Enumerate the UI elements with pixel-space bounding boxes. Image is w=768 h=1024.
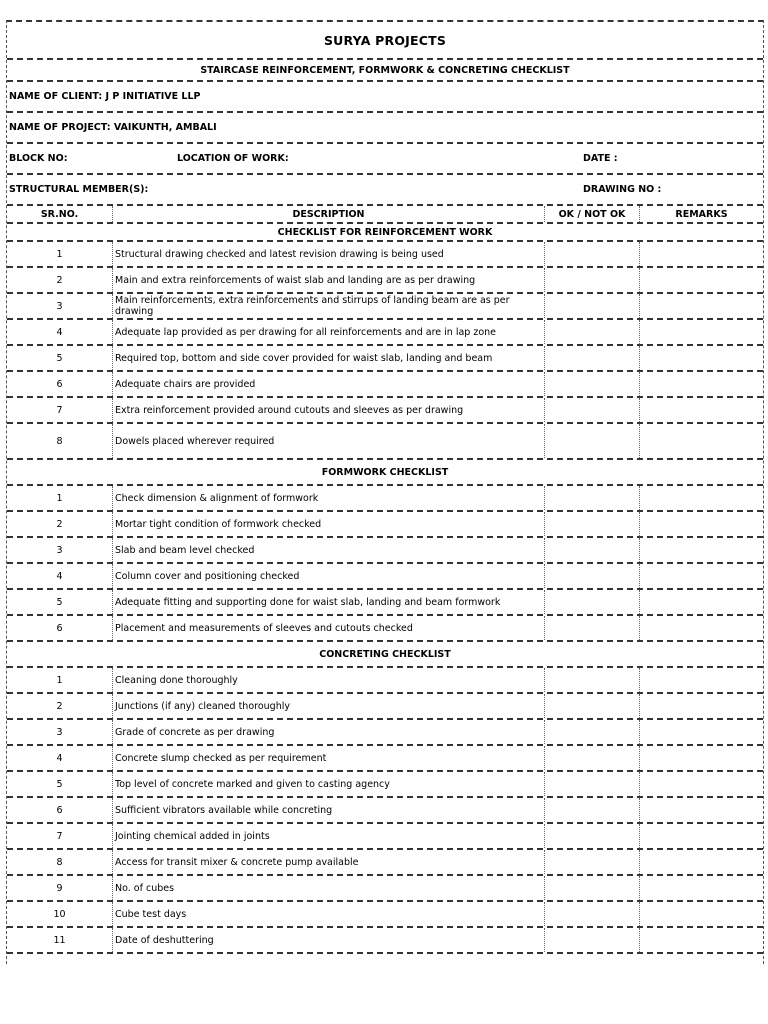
block-no-label: BLOCK NO: <box>9 153 68 164</box>
item-description: Junctions (if any) cleaned thoroughly <box>113 694 545 718</box>
checklist-row <box>7 746 763 772</box>
ok-not-ok-cell[interactable] <box>545 616 640 640</box>
checklist-row <box>7 824 763 850</box>
item-description: No. of cubes <box>113 876 545 900</box>
checklist-sections <box>7 224 763 954</box>
ok-not-ok-cell[interactable] <box>545 902 640 926</box>
item-number: 1 <box>7 242 113 266</box>
item-number: 11 <box>7 928 113 952</box>
ok-not-ok-cell[interactable] <box>545 850 640 874</box>
project-name: NAME OF PROJECT: VAIKUNTH, AMBALI <box>7 113 763 144</box>
item-description: Date of deshuttering <box>113 928 545 952</box>
item-number: 4 <box>7 320 113 344</box>
item-description: Top level of concrete marked and given to casting agency <box>113 772 545 796</box>
remarks-cell[interactable] <box>640 590 763 614</box>
item-description: Jointing chemical added in joints <box>113 824 545 848</box>
item-description: Access for transit mixer & concrete pump available <box>113 850 545 874</box>
client-name: NAME OF CLIENT: J P INITIATIVE LLP <box>7 82 763 113</box>
item-description: Structural drawing checked and latest revision drawing is being used <box>113 242 545 266</box>
ok-not-ok-cell[interactable] <box>545 268 640 292</box>
checklist-sheet <box>6 20 764 964</box>
remarks-cell[interactable] <box>640 876 763 900</box>
table-header <box>7 206 763 224</box>
remarks-cell[interactable] <box>640 242 763 266</box>
remarks-cell[interactable] <box>640 824 763 848</box>
remarks-cell[interactable] <box>640 798 763 822</box>
checklist-row <box>7 616 763 642</box>
ok-not-ok-cell[interactable] <box>545 424 640 458</box>
checklist-row <box>7 850 763 876</box>
checklist-row <box>7 372 763 398</box>
item-description: Column cover and positioning checked <box>113 564 545 588</box>
item-number: 3 <box>7 538 113 562</box>
checklist-row <box>7 320 763 346</box>
item-number: 5 <box>7 772 113 796</box>
item-number: 2 <box>7 512 113 536</box>
item-number: 2 <box>7 694 113 718</box>
item-description: Extra reinforcement provided around cutouts and sleeves as per drawing <box>113 398 545 422</box>
remarks-cell[interactable] <box>640 564 763 588</box>
item-number: 4 <box>7 746 113 770</box>
ok-not-ok-cell[interactable] <box>545 668 640 692</box>
checklist-row <box>7 564 763 590</box>
item-description: Slab and beam level checked <box>113 538 545 562</box>
item-number: 5 <box>7 590 113 614</box>
ok-not-ok-cell[interactable] <box>545 346 640 370</box>
ok-not-ok-cell[interactable] <box>545 694 640 718</box>
checklist-row <box>7 346 763 372</box>
item-description: Cleaning done thoroughly <box>113 668 545 692</box>
item-description: Check dimension & alignment of formwork <box>113 486 545 510</box>
item-description: Cube test days <box>113 902 545 926</box>
remarks-cell[interactable] <box>640 486 763 510</box>
remarks-cell[interactable] <box>640 294 763 318</box>
ok-not-ok-cell[interactable] <box>545 772 640 796</box>
remarks-cell[interactable] <box>640 902 763 926</box>
ok-not-ok-cell[interactable] <box>545 590 640 614</box>
remarks-cell[interactable] <box>640 616 763 640</box>
location-of-work-label: LOCATION OF WORK: <box>177 153 289 164</box>
item-number: 8 <box>7 424 113 458</box>
remarks-cell[interactable] <box>640 538 763 562</box>
date-label: DATE : <box>583 153 618 164</box>
item-description: Main reinforcements, extra reinforcements and stirrups of landing beam are as per drawing <box>113 294 545 318</box>
checklist-row <box>7 538 763 564</box>
remarks-cell[interactable] <box>640 398 763 422</box>
item-number: 6 <box>7 372 113 396</box>
item-description: Placement and measurements of sleeves and cutouts checked <box>113 616 545 640</box>
section-title: FORMWORK CHECKLIST <box>7 460 763 486</box>
item-number: 4 <box>7 564 113 588</box>
remarks-cell[interactable] <box>640 746 763 770</box>
drawing-no-label: DRAWING NO : <box>583 184 662 195</box>
ok-not-ok-cell[interactable] <box>545 320 640 344</box>
item-description: Main and extra reinforcements of waist slab and landing are as per drawing <box>113 268 545 292</box>
ok-not-ok-cell[interactable] <box>545 538 640 562</box>
item-description: Required top, bottom and side cover provided for waist slab, landing and beam <box>113 346 545 370</box>
item-number: 9 <box>7 876 113 900</box>
remarks-cell[interactable] <box>640 512 763 536</box>
checklist-row <box>7 772 763 798</box>
col-header-srno: SR.NO. <box>7 206 113 222</box>
item-description: Mortar tight condition of formwork checked <box>113 512 545 536</box>
ok-not-ok-cell[interactable] <box>545 720 640 744</box>
item-number: 5 <box>7 346 113 370</box>
ok-not-ok-cell[interactable] <box>545 512 640 536</box>
checklist-row <box>7 668 763 694</box>
col-header-remarks: REMARKS <box>675 208 728 220</box>
section-title: CONCRETING CHECKLIST <box>7 642 763 668</box>
ok-not-ok-cell[interactable] <box>545 564 640 588</box>
remarks-cell[interactable] <box>640 772 763 796</box>
ok-not-ok-cell[interactable] <box>545 486 640 510</box>
item-description: Adequate lap provided as per drawing for all reinforcements and are in lap zone <box>113 320 545 344</box>
checklist-row <box>7 398 763 424</box>
checklist-row <box>7 486 763 512</box>
item-number: 7 <box>7 398 113 422</box>
remarks-cell[interactable] <box>640 928 763 952</box>
structural-member-label: STRUCTURAL MEMBER(S): <box>9 184 149 195</box>
remarks-cell[interactable] <box>640 268 763 292</box>
item-number: 2 <box>7 268 113 292</box>
checklist-row <box>7 294 763 320</box>
ok-not-ok-cell[interactable] <box>545 824 640 848</box>
checklist-row <box>7 242 763 268</box>
item-number: 3 <box>7 294 113 318</box>
checklist-row <box>7 268 763 294</box>
checklist-row <box>7 590 763 616</box>
item-number: 3 <box>7 720 113 744</box>
ok-not-ok-cell[interactable] <box>545 372 640 396</box>
item-number: 7 <box>7 824 113 848</box>
ok-not-ok-cell[interactable] <box>545 928 640 952</box>
item-number: 8 <box>7 850 113 874</box>
checklist-row <box>7 876 763 902</box>
item-number: 1 <box>7 668 113 692</box>
checklist-row <box>7 424 763 460</box>
sheet-footer-line <box>7 954 763 964</box>
member-drawing-row <box>7 175 763 206</box>
item-description: Concrete slump checked as per requirement <box>113 746 545 770</box>
remarks-cell[interactable] <box>640 346 763 370</box>
remarks-cell[interactable] <box>640 850 763 874</box>
form-title: STAIRCASE REINFORCEMENT, FORMWORK & CONCRETING CHECKLIST <box>7 60 763 82</box>
item-description: Adequate chairs are provided <box>113 372 545 396</box>
checklist-row <box>7 902 763 928</box>
item-description: Grade of concrete as per drawing <box>113 720 545 744</box>
remarks-cell[interactable] <box>640 668 763 692</box>
col-header-description: DESCRIPTION <box>113 206 545 222</box>
ok-not-ok-cell[interactable] <box>545 294 640 318</box>
checklist-row <box>7 720 763 746</box>
remarks-cell[interactable] <box>640 694 763 718</box>
item-description: Dowels placed wherever required <box>113 424 545 458</box>
item-description: Adequate fitting and supporting done for waist slab, landing and beam formwork <box>113 590 545 614</box>
checklist-row <box>7 694 763 720</box>
item-number: 6 <box>7 616 113 640</box>
remarks-cell[interactable] <box>640 424 763 458</box>
checklist-row <box>7 798 763 824</box>
item-number: 1 <box>7 486 113 510</box>
item-description: Sufficient vibrators available while concreting <box>113 798 545 822</box>
block-location-date-row <box>7 144 763 175</box>
ok-not-ok-cell[interactable] <box>545 798 640 822</box>
checklist-row <box>7 928 763 954</box>
ok-not-ok-cell[interactable] <box>545 876 640 900</box>
remarks-cell[interactable] <box>640 720 763 744</box>
checklist-row <box>7 512 763 538</box>
remarks-cell[interactable] <box>640 320 763 344</box>
ok-not-ok-cell[interactable] <box>545 746 640 770</box>
section-title: CHECKLIST FOR REINFORCEMENT WORK <box>7 224 763 242</box>
item-number: 10 <box>7 902 113 926</box>
company-title: SURYA PROJECTS <box>7 22 763 60</box>
remarks-cell[interactable] <box>640 372 763 396</box>
item-number: 6 <box>7 798 113 822</box>
ok-not-ok-cell[interactable] <box>545 242 640 266</box>
col-header-ok: OK / NOT OK <box>545 206 640 222</box>
ok-not-ok-cell[interactable] <box>545 398 640 422</box>
